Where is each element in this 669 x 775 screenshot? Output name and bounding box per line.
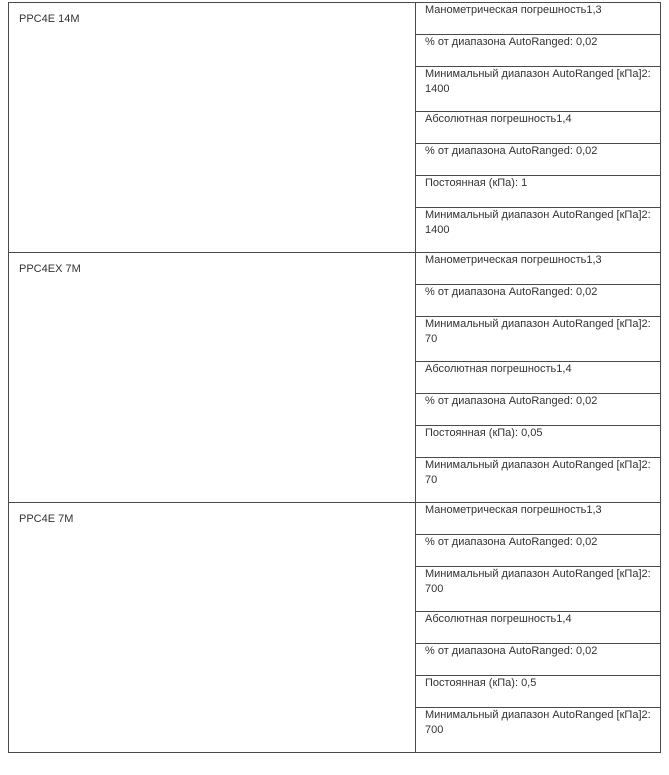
spec-cell: Минимальный диапазон AutoRanged [кПа]2: 1400: [416, 67, 661, 112]
spec-cell: Манометрическая погрешность1,3: [416, 253, 661, 285]
spec-cell: Минимальный диапазон AutoRanged [кПа]2: 700: [416, 708, 661, 753]
spec-cell: Абсолютная погрешность1,4: [416, 112, 661, 144]
spec-cell: % от диапазона AutoRanged: 0,02: [416, 644, 661, 676]
model-name-cell: PPC4E 14M: [9, 3, 416, 253]
specs-table: [8, 2, 661, 753]
spec-cell: % от диапазона AutoRanged: 0,02: [416, 394, 661, 426]
table-row: [9, 3, 661, 35]
spec-cell: % от диапазона AutoRanged: 0,02: [416, 35, 661, 67]
spec-cell: Постоянная (кПа): 1: [416, 176, 661, 208]
spec-cell: % от диапазона AutoRanged: 0,02: [416, 285, 661, 317]
spec-cell: Абсолютная погрешность1,4: [416, 612, 661, 644]
spec-cell: % от диапазона AutoRanged: 0,02: [416, 535, 661, 567]
table-row: [9, 253, 661, 285]
model-name-cell: PPC4EX 7M: [9, 253, 416, 503]
spec-cell: Минимальный диапазон AutoRanged [кПа]2: 700: [416, 567, 661, 612]
spec-cell: % от диапазона AutoRanged: 0,02: [416, 144, 661, 176]
spec-cell: Минимальный диапазон AutoRanged [кПа]2: 70: [416, 317, 661, 362]
spec-cell: Постоянная (кПа): 0,05: [416, 426, 661, 458]
spec-cell: Минимальный диапазон AutoRanged [кПа]2: 1400: [416, 208, 661, 253]
spec-cell: Абсолютная погрешность1,4: [416, 362, 661, 394]
spec-cell: Манометрическая погрешность1,3: [416, 3, 661, 35]
spec-cell: Минимальный диапазон AutoRanged [кПа]2: 70: [416, 458, 661, 503]
spec-cell: Манометрическая погрешность1,3: [416, 503, 661, 535]
model-name-cell: PPC4E 7M: [9, 503, 416, 753]
spec-cell: Постоянная (кПа): 0,5: [416, 676, 661, 708]
specs-table-body: [9, 3, 661, 753]
table-row: [9, 503, 661, 535]
